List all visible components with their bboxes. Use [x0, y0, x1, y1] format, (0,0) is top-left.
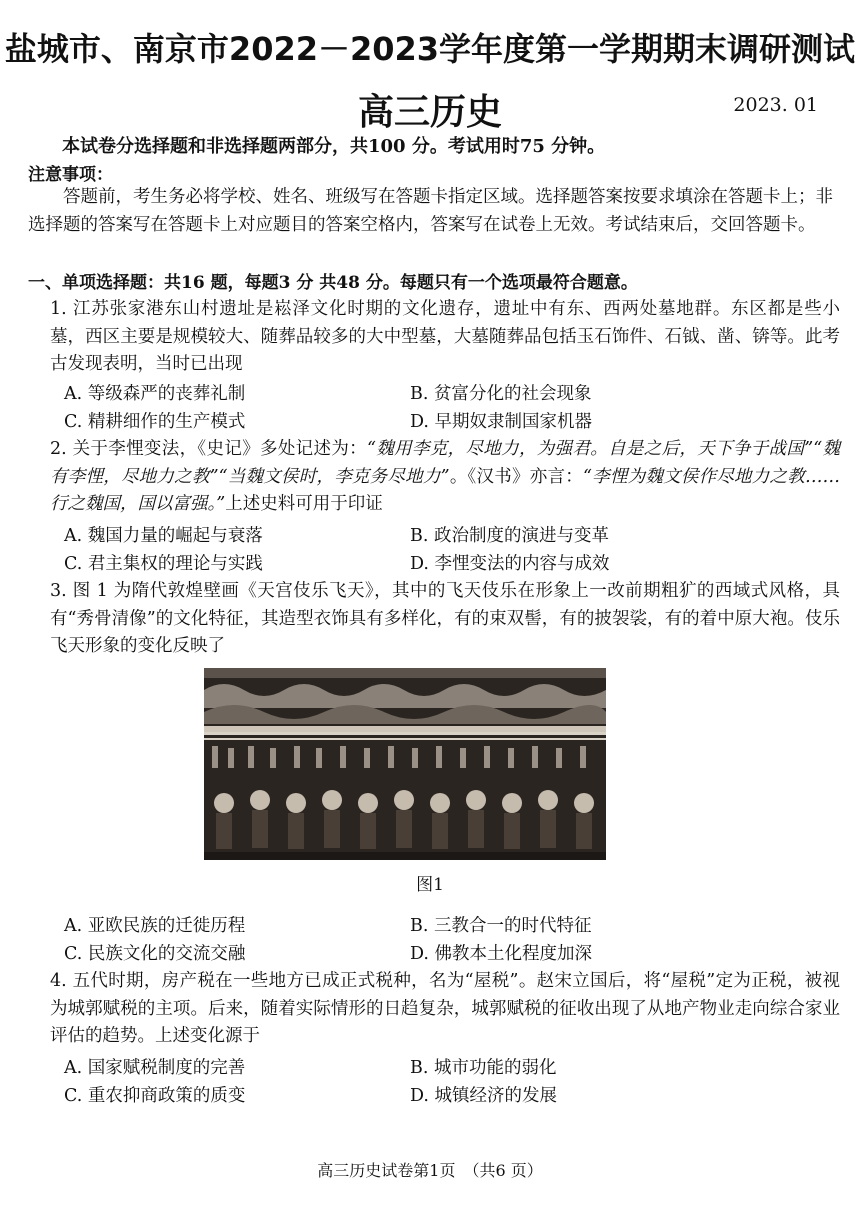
question-4-option-d: D. 城镇经济的发展 — [410, 1086, 558, 1106]
exam-date: 2023. 01 — [733, 94, 818, 116]
question-3-option-d: D. 佛教本土化程度加深 — [410, 944, 593, 964]
exam-title: 盐城市、南京市2022－2023学年度第一学期期末调研测试 — [4, 30, 856, 68]
question-1-stem: 1. 江苏张家港东山村遗址是崧泽文化时期的文化遗存，遗址中有东、西两处墓地群。东区都是些小墓，西区主要是规模较大、随葬品较多的大中型墓，大墓随葬品包括玉石饰件、石钺、凿、锛等。此考古发现表明，当时已出现 — [50, 299, 840, 374]
question-3-stem: 3. 图 1 为隋代敦煌壁画《天宫伎乐飞天》，其中的飞天伎乐在形象上一改前期粗犷的西域式风格，具有“秀骨清像”的文化特征，其造型衣饰具有多样化，有的束双髻，有的披袈裟，有的着中原大袍。伎乐飞天形象的变化反映了 — [50, 581, 840, 656]
question-2-stem-c: 上述史料可用于印证 — [225, 494, 383, 514]
question-1-option-c: C. 精耕细作的生产模式 — [64, 412, 246, 432]
mural-figure-image — [204, 668, 606, 860]
question-2-option-a: A. 魏国力量的崛起与衰落 — [64, 526, 263, 546]
question-2-stem-b: 。《汉书》亦言： — [449, 466, 583, 487]
figure-caption: 图1 — [416, 875, 444, 895]
section-heading: 一、单项选择题：共16 题，每题3 分 共48 分。每题只有一个选项最符合题意。 — [28, 273, 638, 293]
notice-body: 答题前，考生务必将学校、姓名、班级写在答题卡指定区域。选择题答案按要求填涂在答题卡上；非选择题的答案写在答题卡上对应题目的答案空格内，答案写在试卷上无效。考试结束后，交回答题卡。 — [28, 187, 833, 235]
question-4-option-a: A. 国家赋税制度的完善 — [64, 1058, 246, 1078]
subject-title: 高三历史 — [357, 92, 502, 133]
question-2-quote-a: “魏用李克，尽地力，为强君。自是之后，天下争于战国”“魏有李悝，尽地力之教”“当魏文侯时，李克务尽地力” — [50, 439, 840, 487]
question-4-option-c: C. 重农抑商政策的质变 — [64, 1086, 246, 1106]
question-3-option-b: B. 三教合一的时代特征 — [410, 916, 592, 936]
question-4-option-b: B. 城市功能的弱化 — [410, 1058, 557, 1078]
question-2-stem — [50, 436, 840, 519]
question-4-stem: 4. 五代时期，房产税在一些地方已成正式税种，名为“屋税”。赵宋立国后，将“屋税”定为正税，被视为城郭赋税的主项。后来，随着实际情形的日趋复杂，城郭赋税的征收出现了从地产物业走向综合家业评估的趋势。上述变化源于 — [50, 971, 840, 1046]
page-footer: 高三历史试卷第1页 （共6 页） — [317, 1161, 543, 1180]
question-2-option-d: D. 李悝变法的内容与成效 — [410, 554, 610, 574]
notice-heading: 注意事项： — [28, 165, 113, 185]
question-2-quote-b: “李悝为魏文侯作尽地力之教……行之魏国，国以富强。” — [50, 466, 841, 514]
question-2-option-c: C. 君主集权的理论与实践 — [64, 554, 263, 574]
question-1-option-d: D. 早期奴隶制国家机器 — [410, 412, 593, 432]
question-1-option-a: A. 等级森严的丧葬礼制 — [64, 384, 246, 404]
exam-intro: 本试卷分选择题和非选择题两部分，共100 分。考试用时75 分钟。 — [62, 136, 606, 157]
question-2-option-b: B. 政治制度的演进与变革 — [410, 526, 609, 546]
question-2-stem-a: 2. 关于李悝变法，《史记》多处记述为： — [50, 439, 367, 459]
question-1-option-b: B. 贫富分化的社会现象 — [410, 384, 592, 404]
question-3-option-a: A. 亚欧民族的迁徙历程 — [64, 916, 246, 936]
question-3-option-c: C. 民族文化的交流交融 — [64, 944, 246, 964]
